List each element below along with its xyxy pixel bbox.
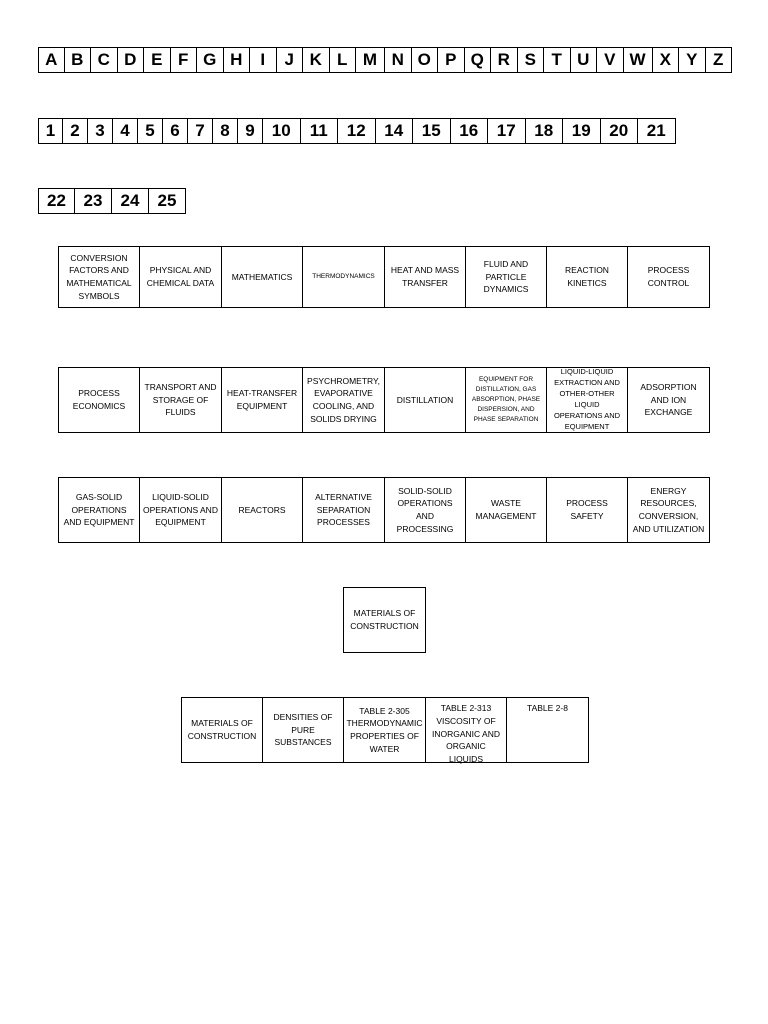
- letter-link-v[interactable]: V: [597, 47, 624, 73]
- section-link-14[interactable]: 14: [376, 118, 414, 144]
- section-link-18[interactable]: 18: [526, 118, 564, 144]
- topic-materials-of-construction[interactable]: MATERIALS OF CONSTRUCTION: [343, 587, 426, 653]
- section-link-15[interactable]: 15: [413, 118, 451, 144]
- letter-link-e[interactable]: E: [144, 47, 171, 73]
- topic-waste-management[interactable]: WASTE MANAGEMENT: [466, 477, 547, 543]
- section-link-22[interactable]: 22: [38, 188, 75, 214]
- topic-heat-transfer-equipment[interactable]: HEAT-TRANSFER EQUIPMENT: [222, 367, 303, 433]
- section-link-24[interactable]: 24: [112, 188, 149, 214]
- topic-reaction-kinetics[interactable]: REACTION KINETICS: [547, 246, 628, 308]
- topic-thermodynamics[interactable]: THERMODYNAMICS: [303, 246, 385, 308]
- topics-row-3: [58, 477, 710, 543]
- letter-link-y[interactable]: Y: [679, 47, 706, 73]
- topic-transport-storage-fluids[interactable]: TRANSPORT AND STORAGE OF FLUIDS: [140, 367, 222, 433]
- letter-link-o[interactable]: O: [412, 47, 439, 73]
- section-number-row-1: [38, 118, 676, 144]
- letter-link-z[interactable]: Z: [706, 47, 733, 73]
- letter-link-k[interactable]: K: [303, 47, 330, 73]
- letter-link-c[interactable]: C: [91, 47, 118, 73]
- topic-process-economics[interactable]: PROCESS ECONOMICS: [58, 367, 140, 433]
- topic-fluid-particle-dynamics[interactable]: FLUID AND PARTICLE DYNAMICS: [466, 246, 547, 308]
- letter-link-j[interactable]: J: [277, 47, 304, 73]
- subtopic-materials-of-construction[interactable]: MATERIALS OF CONSTRUCTION: [181, 697, 263, 763]
- section-link-5[interactable]: 5: [138, 118, 163, 144]
- letter-link-h[interactable]: H: [224, 47, 251, 73]
- subtopic-densities-pure-substances[interactable]: DENSITIES OF PURE SUBSTANCES: [263, 697, 344, 763]
- section-link-21[interactable]: 21: [638, 118, 676, 144]
- topic-equipment-for-distillation[interactable]: EQUIPMENT FOR DISTILLATION, GAS ABSORPTION, PHASE DISPERSION, AND PHASE SEPARATION: [466, 367, 547, 433]
- topic-reactors[interactable]: REACTORS: [222, 477, 303, 543]
- letter-link-d[interactable]: D: [118, 47, 145, 73]
- letter-link-s[interactable]: S: [518, 47, 545, 73]
- letter-link-q[interactable]: Q: [465, 47, 492, 73]
- section-link-6[interactable]: 6: [163, 118, 188, 144]
- topic-distillation[interactable]: DISTILLATION: [385, 367, 466, 433]
- section-link-8[interactable]: 8: [213, 118, 238, 144]
- letter-link-p[interactable]: P: [438, 47, 465, 73]
- letter-link-x[interactable]: X: [653, 47, 680, 73]
- section-link-11[interactable]: 11: [301, 118, 339, 144]
- letter-link-t[interactable]: T: [544, 47, 571, 73]
- subtopic-table-2-305[interactable]: TABLE 2-305 THERMODYNAMIC PROPERTIES OF WATER: [344, 697, 426, 763]
- section-link-7[interactable]: 7: [188, 118, 213, 144]
- topics-row-1: [58, 246, 710, 308]
- topic-physical-chemical-data[interactable]: PHYSICAL AND CHEMICAL DATA: [140, 246, 222, 308]
- topic-conversion-factors[interactable]: CONVERSION FACTORS AND MATHEMATICAL SYMBOLS: [58, 246, 140, 308]
- section-link-23[interactable]: 23: [75, 188, 112, 214]
- topic-solid-solid-operations[interactable]: SOLID-SOLID OPERATIONS AND PROCESSING: [385, 477, 466, 543]
- letter-link-i[interactable]: I: [250, 47, 277, 73]
- letter-link-r[interactable]: R: [491, 47, 518, 73]
- letter-link-f[interactable]: F: [171, 47, 198, 73]
- section-link-20[interactable]: 20: [601, 118, 639, 144]
- subtopic-table-2-313[interactable]: TABLE 2-313 VISCOSITY OF INORGANIC AND ORGANIC LIQUIDS: [426, 697, 507, 763]
- topic-energy-resources[interactable]: ENERGY RESOURCES, CONVERSION, AND UTILIZATION: [628, 477, 710, 543]
- topic-alternative-separation[interactable]: ALTERNATIVE SEPARATION PROCESSES: [303, 477, 385, 543]
- materials-box-row: [343, 587, 426, 653]
- topic-adsorption-ion-exchange[interactable]: ADSORPTION AND ION EXCHANGE: [628, 367, 710, 433]
- topic-liquid-solid-operations[interactable]: LIQUID-SOLID OPERATIONS AND EQUIPMENT: [140, 477, 222, 543]
- letter-link-m[interactable]: M: [356, 47, 385, 73]
- section-link-19[interactable]: 19: [563, 118, 601, 144]
- letter-link-u[interactable]: U: [571, 47, 598, 73]
- alphabet-index-row: [38, 47, 732, 73]
- letter-link-b[interactable]: B: [65, 47, 92, 73]
- topic-liquid-liquid-extraction[interactable]: LIQUID-LIQUID EXTRACTION AND OTHER-OTHER LIQUID OPERATIONS AND EQUIPMENT: [547, 367, 628, 433]
- section-link-3[interactable]: 3: [88, 118, 113, 144]
- section-link-16[interactable]: 16: [451, 118, 489, 144]
- letter-link-n[interactable]: N: [385, 47, 412, 73]
- section-link-25[interactable]: 25: [149, 188, 186, 214]
- section-link-4[interactable]: 4: [113, 118, 138, 144]
- letter-link-w[interactable]: W: [624, 47, 653, 73]
- letter-link-a[interactable]: A: [38, 47, 65, 73]
- topic-process-safety[interactable]: PROCESS SAFETY: [547, 477, 628, 543]
- topic-mathematics[interactable]: MATHEMATICS: [222, 246, 303, 308]
- topic-gas-solid-operations[interactable]: GAS-SOLID OPERATIONS AND EQUIPMENT: [58, 477, 140, 543]
- topic-psychrometry[interactable]: PSYCHROMETRY, EVAPORATIVE COOLING, AND SOLIDS DRYING: [303, 367, 385, 433]
- section-link-17[interactable]: 17: [488, 118, 526, 144]
- section-link-12[interactable]: 12: [338, 118, 376, 144]
- section-link-2[interactable]: 2: [63, 118, 88, 144]
- topic-heat-mass-transfer[interactable]: HEAT AND MASS TRANSFER: [385, 246, 466, 308]
- section-link-9[interactable]: 9: [238, 118, 263, 144]
- letter-link-g[interactable]: G: [197, 47, 224, 73]
- section-link-10[interactable]: 10: [263, 118, 301, 144]
- letter-link-l[interactable]: L: [330, 47, 357, 73]
- topic-process-control[interactable]: PROCESS CONTROL: [628, 246, 710, 308]
- section-link-1[interactable]: 1: [38, 118, 63, 144]
- topics-row-2: [58, 367, 710, 433]
- materials-subtopics-row: [181, 697, 589, 763]
- section-number-row-2: [38, 188, 186, 214]
- subtopic-table-2-8[interactable]: TABLE 2-8: [507, 697, 589, 763]
